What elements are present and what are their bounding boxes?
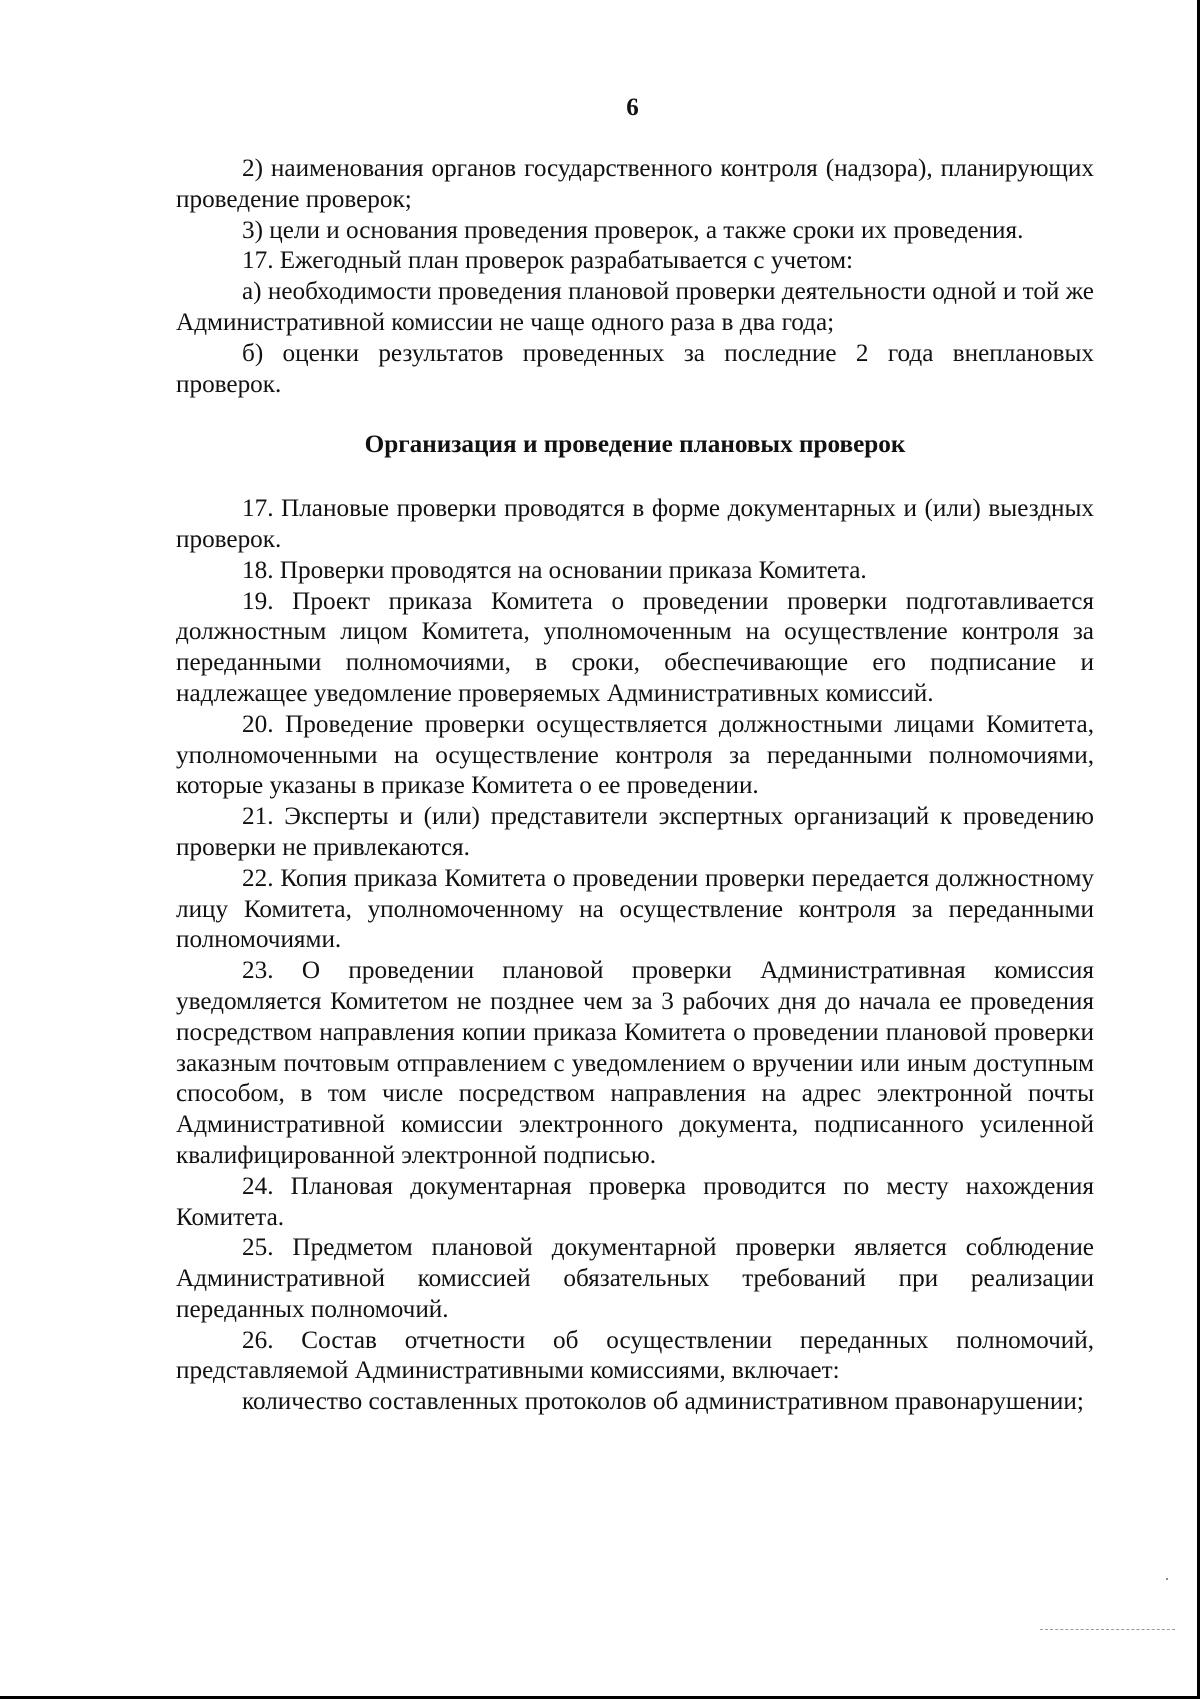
list-item-b: б) оценки результатов проведенных за последние 2 года внеплановых проверок. — [176, 339, 1094, 398]
clause-23: 23. О проведении плановой проверки Административная комиссия уведомляется Комитетом не позднее чем за 3 рабочих дня до начала ее проведения посредством направления копии приказа Комитета о проведении плановой проверки заказным почтовым отправлением с уведомлением о вручении или иным доступным способом, в том числе посредством направления на адрес электронной почты Административной комиссии электронного документа, подписанного усиленной квалифицированной электронной подписью. — [176, 957, 1094, 1169]
clause-18: 18. Проверки проводятся на основании приказа Комитета. — [242, 556, 867, 584]
clause-24: 24. Плановая документарная проверка проводится по месту нахождения Комитета. — [176, 1172, 1094, 1231]
clause-17: 17. Плановые проверки проводятся в форме документарных и (или) выездных проверок. — [176, 495, 1094, 553]
clause-21: 21. Эксперты и (или) представители экспертных организаций к проведению проверки не привлекаются. — [176, 803, 1094, 861]
clause-26-item: количество составленных протоколов об административном правонарушении; — [242, 1388, 1084, 1416]
clause-17-annual-plan: 17. Ежегодный план проверок разрабатывается с учетом: — [242, 247, 854, 275]
clause-19: 19. Проект приказа Комитета о проведении проверки подготавливается должностным лицом Комитета, уполномоченным на осуществление контроля за переданными полномочиями, в сроки, обеспечивающие его подписание и надлежащее уведомление проверяемых Административных комиссий. — [176, 587, 1094, 707]
list-item-goals: 3) цели и основания проведения проверок, а также сроки их проведения. — [242, 216, 1024, 244]
page-number: 6 — [626, 94, 639, 121]
document-body — [176, 154, 1094, 1418]
clause-22: 22. Копия приказа Комитета о проведении проверки передается должностному лицу Комитета, уполномоченному на осуществление контроля за переданными полномочиями. — [176, 864, 1094, 954]
clause-20: 20. Проведение проверки осуществляется должностными лицами Комитета, уполномоченными на осуществление контроля за переданными полномочиями, которые указаны в приказе Комитета о ее проведении. — [176, 710, 1094, 800]
clause-25: 25. Предметом плановой документарной проверки является соблюдение Административной комиссией обязательных требований при реализации переданных полномочий. — [176, 1234, 1094, 1323]
list-item-a: а) необходимости проведения плановой проверки деятельности одной и той же Административной комиссии не чаще одного раза в два года; — [176, 278, 1094, 336]
scan-artifact-line — [1040, 1629, 1175, 1630]
clause-26: 26. Состав отчетности об осуществлении переданных полномочий, представляемой Административными комиссиями, включает: — [176, 1326, 1094, 1385]
scan-artifact-dot — [1166, 1578, 1168, 1580]
list-item-planning-bodies: 2) наименования органов государственного контроля (надзора), планирующих проведение проверок; — [176, 155, 1094, 213]
section-heading: Организация и проведение плановых проверок — [364, 431, 906, 459]
